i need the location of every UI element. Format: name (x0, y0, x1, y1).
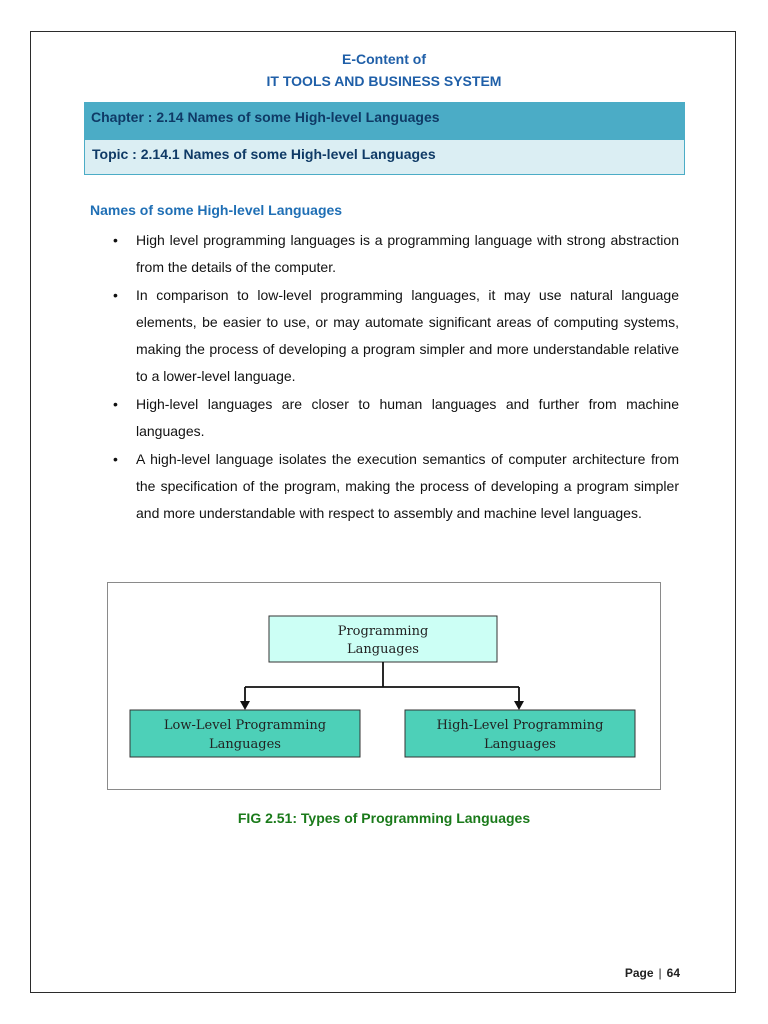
bullet-item (110, 446, 679, 527)
root-label-line1: Programming (337, 624, 429, 639)
page-number-value: 64 (666, 966, 680, 980)
high-level-label-line1: High-Level Programming (436, 718, 604, 733)
header-line-2: IT TOOLS AND BUSINESS SYSTEM (266, 73, 502, 89)
root-label-line2: Languages (347, 642, 419, 657)
bullet-item (110, 227, 679, 281)
figure-frame (107, 582, 661, 790)
bullet-text: A high-level language isolates the execution semantics of computer architecture from the specification of the program, making the process of developing a program simpler and more understandable with respect to assembly and machine level languages. (136, 451, 679, 521)
programming-languages-diagram (108, 583, 660, 789)
section-heading: Names of some High-level Languages (90, 202, 343, 218)
chapter-bar: Chapter : 2.14 Names of some High-level Languages (84, 102, 685, 140)
bullet-text: In comparison to low-level programming languages, it may use natural language elements, be easier to use, or may automate significant areas of computing systems, making the process of developing a program simpler and more understandable relative to a lower-level language. (136, 287, 679, 384)
bullet-item (110, 391, 679, 445)
bullet-text: High-level languages are closer to human languages and further from machine languages. (136, 396, 679, 439)
bullet-dot-icon: • (113, 232, 118, 248)
page-label: Page (624, 966, 654, 980)
figure-caption: FIG 2.51: Types of Programming Languages (237, 810, 531, 826)
bullet-dot-icon: • (113, 287, 118, 303)
page-separator: | (658, 966, 662, 980)
bullet-text: High level programming languages is a programming language with strong abstraction from the details of the computer. (136, 232, 679, 275)
bullet-dot-icon: • (113, 396, 118, 412)
arrow-left-icon (240, 701, 250, 710)
arrow-right-icon (514, 701, 524, 710)
bullet-list (110, 227, 679, 527)
bullet-dot-icon: • (113, 451, 118, 467)
high-level-label-line2: Languages (484, 737, 556, 752)
topic-bar: Topic : 2.14.1 Names of some High-level Languages (84, 140, 685, 175)
page-number (625, 966, 680, 980)
header-line-1: E-Content of (342, 51, 426, 67)
bullet-item (110, 282, 679, 390)
low-level-label-line1: Low-Level Programming (163, 718, 327, 733)
low-level-label-line2: Languages (209, 737, 281, 752)
